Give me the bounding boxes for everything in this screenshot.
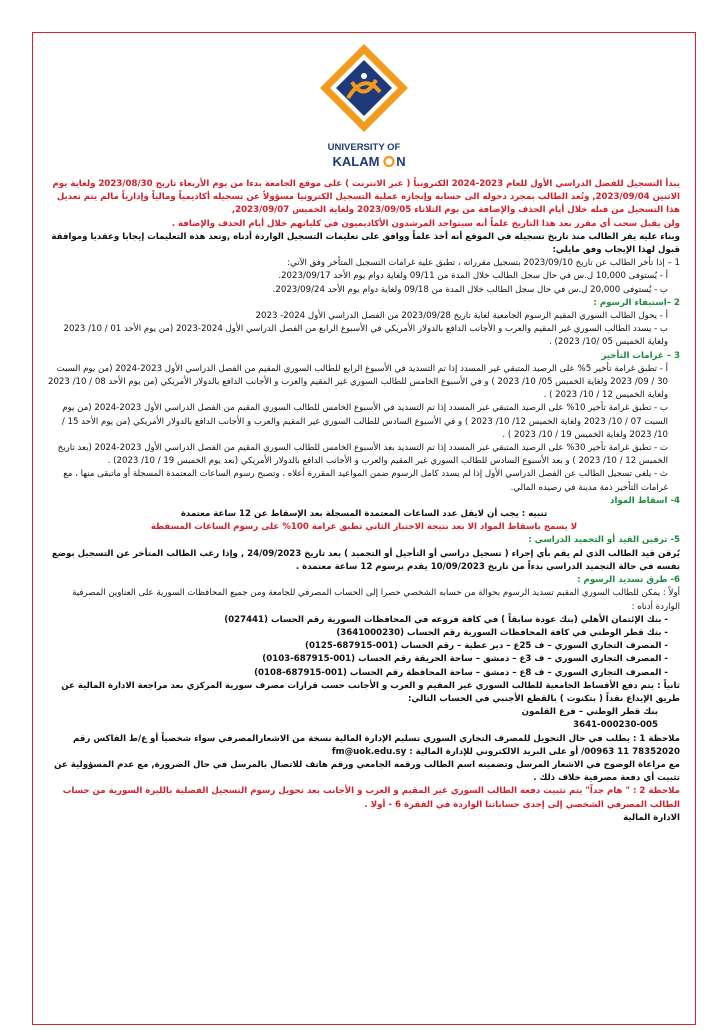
intro-black-paragraph: وبناء عليه يقر الطالب منذ تاريخ تسجيله في الموقع أنه أخذ علماً ووافق على تعليمات التسجيل الواردة أدناه ,وتعد هذه التعليمات إيجابا وعقديا وموافقة قبول لهذا الإيجاب وفق مايلي: [51, 231, 680, 256]
logo-text-line2a: KALAM [332, 154, 380, 169]
section1-item-b: ب - يُستوفى 20,000 ل.س في حال سجل الطالب خلال المدة من 09/18 ولغاية دوام يوم الأحد 2023/09/24. [272, 284, 668, 295]
section3-item-b: ب - تطبق غرامة تأخير 10% على الرصيد المتبقي غير المسدد إذا تم التسديد في الأسبوع الخامس للطالب السوري المقيم من الفصل الدراسي الأول 2023-2024 (من يوم السبت 07 / 10/ 2023 ولغاية الخميس 12/ 10/ 2023 ) و في الأسبوع السادس للطالب السوري غير المقيم والعرب و الأجانب الدافع بالدولار الأمريكي (من يوم الأحد 15 / 10/ 2023 ولغاية الخميس 19 / 10/ 2023 ) . [61, 403, 668, 440]
note-1: ملاحظة 1 : يطلب في حال التحويل للمصرف التجاري السوري تسليم الإدارة المالية نسخة من الاشعارالمصرفي سواء شخصياً أو ع/ط الفاكس رقم 78352020 11 00963/ أو على البريد الالكتروني للإدارة المالية : fm@uok.edu.sy [73, 733, 680, 757]
section6-second: ثانياً : يتم دفع الأقساط الجامعية للطالب السوري غير المقيم و العرب و الأجانب حسب قرارات مصرف سورية المركزي بعد مراجعة الادارة المالية عن طريق الإيداع نقداً ( بتكنوت ) بالقطع الأجنبي في الحساب التالي: [61, 680, 680, 704]
section3-item-d: ث - يلغى تسجيل الطالب عن الفصل الدراسي الأول إذا لم يسدد كامل الرسوم ضمن المواعيد المقررة أعلاه ، وتصبح رسوم الساعات المعتمدة المسجلة أو ماتبقى منها ، مع غرامات التأخير ذمة مدينة في رصيده المالي. [63, 469, 668, 493]
bank-line: - بنك قطر الوطني في كافة المحافظات السورية رقم الحساب (3641000230) [336, 627, 668, 638]
section2-title: 2 –استيفاء الرسوم : [593, 297, 680, 308]
section4-title: 4- اسقاط المواد [610, 495, 680, 506]
logo-text-line1: UNIVERSITY OF [327, 142, 401, 153]
logo-text-line2b: N [396, 154, 406, 169]
note-2: ملاحظة 2 : " هام جداً" يتم تثبيت دفعة الطالب السوري غير المقيم و العرب و الأجانب بعد تحويل رسوم التسجيل الفصلية بالليرة السورية من حساب الطالب المصرفي الشخصي إلى إحدى حساباتنا الواردة في الفقرة 6 - أولا . [62, 786, 680, 810]
signature: الادارة المالية [623, 812, 680, 823]
intro-red-paragraph: يبدأ التسجيل للفصل الدراسي الأول للعام 2023-2024 الكترونياً ( عبر الانترنت ) على موقع الجامعة بدءا من يوم الأربعاء تاريخ 2023/08/30 ولغاية يوم الاثنين 2023/09/04, وتُعد الطالب بمجرد دخوله الى حسابه وإنجازه عملية التسجيل الكترونيا مسؤولاً عن تسجيله أكاديمياً ومالياً وإدارياً مالم يتم تعديل هذا التسجيل من قبله خلال أيام الحذف والإضافة من يوم الثلاثاء 2023/09/05 ولغاية الخميس 2023/09/07, [52, 179, 680, 216]
section3-item-c: ت - تطبق غرامة تأخير 30% على الرصيد المتبقي غير المسدد إذا تم التسديد بعد الأسبوع الخامس للطالب السوري المقيم من الفصل الدراسي الأول 2023-2024 (بعد تاريخ الخميس 12 / 10/ 2023 ) و بعد الأسبوع السادس للطالب السوري غير المقيم والعرب و الأجانب الدافع بالدولار الأمريكي (بعد يوم الخميس 19 / 10/ 2023) . [57, 443, 668, 467]
section4-warning: تنبيه : يجب أن لايقل عدد الساعات المعتمدة المسجلة بعد الإسقاط عن 12 ساعة معتمدة [180, 509, 548, 520]
bank-line: - المصرف التجاري السوري – ف 25ع – دير عطية – رقم الحساب (001-687915-0125) [305, 641, 668, 652]
section5-title: 5- ترقين القيد أو التجميد الدراسي : [528, 535, 680, 546]
section2-item-a: أ - يحول الطالب السوري المقيم الرسوم الجامعية لغاية تاريخ 2023/09/28 من الفصل الدراسي الأول 2024- 2023 [255, 311, 668, 322]
account-bank: بنك قطر الوطني – فرع القلمون [521, 707, 658, 718]
section1-item-a: أ - يُستوفى 10,000 ل.س في حال سجل الطالب خلال المدة من 09/11 ولغاية دوام يوم الأحد 2023/09/17. [278, 271, 668, 282]
announcement-body [48, 178, 680, 825]
bank-line: - المصرف التجاري السوري – ف 3ع – دمشق – ساحة الحريقة رقم الحساب (001-687915-0103) [262, 654, 668, 665]
section6-title: 6- طرق تسديد الرسوم : [577, 575, 680, 586]
bank-line: - المصرف التجاري السوري – ف 8ع – دمشق – ساحة المحافظة رقم الحساب (001-687915-0108) [254, 667, 668, 678]
intro-red-note: ولن يقبل سحب أي مقرر بعد هذا التاريخ علماً أنه سيتواجد المرشدون الأكاديميون في كلياتهم خلال أيام الحذف والإضافة . [171, 218, 680, 229]
section6-first: أولاً : يمكن للطالب السوري المقيم تسديد الرسوم بحوالة من حسابه الشخصي حصرا إلى الحساب المصرفي للجامعة ومن جميع المحافظات السورية على العناوين المصرفية الواردة أدناه : [72, 588, 680, 612]
university-logo [318, 42, 410, 170]
bank-line: - بنك الإئتمان الأهلي (بنك عودة سابقاً ) في كافة فروعه في المحافظات السورية رقم الحساب (027441) [224, 614, 668, 625]
section3-title: 3 – غرامات التأخير [601, 350, 680, 361]
account-number: 3641-000230-005 [573, 720, 658, 731]
section1-line: 1 – إذا تأخر الطالب عن تاريخ 2023/09/10 بتسجيل مقرراته ، تطبق عليه غرامات التسجيل المتأخر وفق الآتي: [287, 258, 680, 269]
section4-penalty: لا يسمح باسقاط المواد الا بعد نتيجة الاختبار الثاني تطبق غرامة 100% على رسوم الساعات المسقطة [150, 522, 578, 533]
note-1-continued: مع مراعاة الوضوح في الاشعار المرسل وتضمينه اسم الطالب ورقمه الجامعي ورقم هاتف للاتصال بالمرسل في حال الضرورة, مع عدم المسؤولية عن تثبيت أي دفعة مصرفية خلاف ذلك . [54, 759, 680, 784]
section5-text: يُرقن قيد الطالب الذي لم يقم بأي إجراء ( تسجيل دراسي أو التأجيل أو التجميد ) بعد تاريخ 24/09/2023 , وإذا رغب الطالب المتأخر عن التسجيل بوضع نفسه في حالة التجميد الدراسي بدءاً من تاريخ 10/09/2023 يقدم برسوم 12 ساعة معتمدة . [51, 548, 680, 572]
section2-item-b: ب - يسدد الطالب السوري غير المقيم والعرب و الأجانب الدافع بالدولار الأمريكي في الأسبوع الرابع من الفصل الدراسي الأول 2024-2023 (من يوم الأحد 01 / 10/ 2023 ولغاية الخميس 05 /10/ 2023) . [63, 324, 668, 348]
section3-item-a: أ - تطبق غرامة تأخير 5% على الرصيد المتبقي غير المسدد إذا تم التسديد في الأسبوع الرابع للطالب السوري المقيم من الفصل الدراسي الأول 2023-2024 (من يوم السبت 30 / 09/ 2023 ولغاية الخميس 05/ 10/ 2023 ) و في الأسبوع الخامس للطالب السوري غير المقيم والعرب و الأجانب الدافع بالدولار الأمريكي (من يوم الأحد 08 / 10/ 2023 ولغاية الخميس 12 / 10/ 2023 ) . [48, 363, 668, 401]
